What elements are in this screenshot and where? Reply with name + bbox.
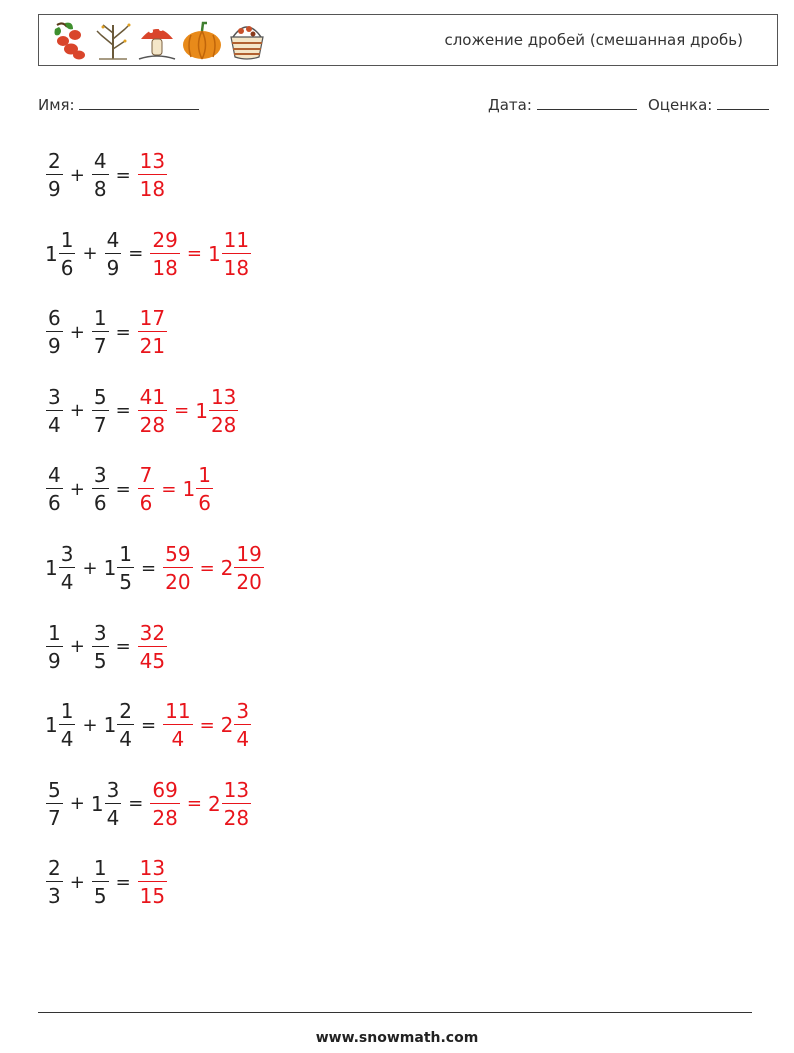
- addend-a-denominator: 6: [48, 491, 61, 516]
- answer-improper-denominator: 28: [139, 412, 166, 437]
- addend-a-fraction: [59, 544, 76, 592]
- answer-mixed-denominator: 28: [210, 412, 237, 437]
- answer-mixed-whole: 2: [220, 556, 234, 580]
- answer-improper: [162, 544, 193, 592]
- basket-icon: [227, 19, 267, 61]
- addend-a-fraction: [59, 227, 76, 280]
- addend-a-denominator: 9: [48, 334, 61, 359]
- addend-b: [90, 777, 122, 830]
- addend-b-fraction: [117, 544, 134, 592]
- plus-sign: +: [82, 557, 98, 579]
- equals-sign: =: [141, 557, 157, 579]
- addend-b-numerator: 1: [119, 542, 133, 566]
- addend-a-numerator: 3: [48, 384, 61, 409]
- answer-mixed-fraction: [234, 544, 263, 592]
- addend-b: [91, 620, 110, 673]
- equals-sign: =: [115, 164, 131, 186]
- equals-sign: =: [128, 793, 144, 815]
- answer-improper-numerator: 11: [165, 699, 191, 724]
- mushroom-icon: [137, 19, 177, 61]
- addend-b: [91, 306, 110, 359]
- addend-b-numerator: 3: [93, 463, 107, 488]
- problem-row: [45, 851, 168, 913]
- answer-improper-denominator: 21: [139, 334, 166, 359]
- addend-b-denominator: 4: [106, 805, 120, 830]
- answer-improper-denominator: 4: [171, 727, 185, 752]
- answer-improper-numerator: 59: [165, 542, 191, 566]
- answer-improper: [137, 151, 168, 199]
- answer-improper-fraction: [138, 620, 167, 673]
- addend-b-fraction: [92, 151, 109, 199]
- addend-b-numerator: 3: [93, 620, 107, 645]
- date-line[interactable]: [537, 95, 637, 110]
- addend-a-numerator: 4: [48, 463, 61, 488]
- addend-a-numerator: 5: [48, 777, 61, 802]
- addend-a-numerator: 1: [60, 699, 74, 724]
- addend-b-denominator: 5: [93, 884, 107, 909]
- score-label: Оценка:: [648, 96, 713, 114]
- plus-sign: +: [69, 400, 85, 422]
- addend-a-denominator: 4: [60, 727, 74, 752]
- problem-row: [45, 380, 239, 442]
- answer-mixed-denominator: 4: [236, 727, 250, 752]
- plus-sign: +: [82, 243, 98, 265]
- equals-sign: =: [115, 636, 131, 658]
- answer-mixed-numerator: 11: [223, 227, 250, 252]
- name-line[interactable]: [79, 95, 199, 110]
- addend-a-numerator: 1: [48, 620, 61, 645]
- answer-mixed-fraction: [196, 463, 213, 516]
- equals-sign: =: [141, 714, 157, 736]
- answer-mixed-numerator: 13: [223, 777, 250, 802]
- answer-mixed-whole: 1: [182, 477, 196, 502]
- plus-sign: +: [69, 871, 85, 893]
- answer-improper: [137, 463, 156, 516]
- footer-url: www.snowmath.com: [315, 1030, 479, 1046]
- equals-sign: =: [128, 243, 144, 265]
- answer-improper-numerator: 41: [139, 384, 166, 409]
- equals-sign: =: [115, 400, 131, 422]
- addend-a-fraction: [46, 463, 63, 516]
- addend-a-fraction: [46, 306, 63, 359]
- answer-improper-numerator: 7: [139, 463, 153, 488]
- answer-improper-denominator: 15: [139, 884, 166, 909]
- addend-a-denominator: 4: [48, 412, 61, 437]
- addend-a-denominator: 6: [60, 255, 74, 280]
- answer-improper-numerator: 29: [152, 227, 178, 252]
- answer-mixed: [207, 777, 252, 830]
- answer-mixed: [195, 384, 239, 437]
- addend-b-numerator: 1: [93, 306, 107, 331]
- addend-b-denominator: 6: [93, 491, 107, 516]
- rosehip-icon: [49, 19, 89, 61]
- plus-sign: +: [69, 478, 85, 500]
- answer-improper-fraction: [163, 699, 192, 752]
- addend-a-denominator: 4: [60, 570, 74, 594]
- addend-a-fraction: [46, 856, 63, 909]
- worksheet-title: сложение дробей (смешанная дробь): [444, 31, 743, 49]
- answer-improper-denominator: 45: [139, 648, 166, 673]
- addend-a-denominator: 7: [48, 805, 61, 830]
- answer-improper: [162, 699, 193, 752]
- equals-sign: =: [161, 478, 177, 500]
- answer-mixed-fraction: [209, 384, 238, 437]
- addend-a-fraction: [46, 620, 63, 673]
- answer-mixed: [220, 699, 252, 752]
- answer-improper-fraction: [150, 777, 179, 830]
- equals-sign: =: [115, 871, 131, 893]
- addend-b-fraction: [92, 856, 109, 909]
- addend-a: [45, 227, 76, 280]
- equals-sign: =: [199, 557, 215, 579]
- addend-a-numerator: 2: [48, 149, 61, 173]
- addend-b-denominator: 7: [93, 334, 107, 359]
- answer-mixed-numerator: 1: [198, 463, 211, 488]
- answer-mixed-fraction: [222, 227, 251, 280]
- answer-mixed-denominator: 6: [198, 491, 211, 516]
- addend-b-fraction: [105, 227, 122, 280]
- answer-improper: [137, 856, 168, 909]
- addend-b-denominator: 9: [106, 255, 120, 280]
- addend-a: [45, 544, 76, 592]
- addend-b: [103, 699, 135, 752]
- answer-improper: [149, 777, 180, 830]
- answer-improper-denominator: 18: [152, 255, 178, 280]
- answer-improper-numerator: 32: [139, 620, 166, 645]
- pumpkin-icon: [181, 19, 223, 61]
- answer-mixed: [221, 544, 265, 592]
- answer-improper-fraction: [138, 151, 167, 199]
- answer-mixed-denominator: 28: [223, 805, 250, 830]
- addend-b-fraction: [92, 306, 109, 359]
- addend-a: [45, 620, 64, 673]
- addend-b-numerator: 5: [93, 384, 107, 409]
- answer-improper-numerator: 17: [139, 306, 166, 331]
- answer-mixed-numerator: 13: [210, 384, 237, 409]
- addend-a-numerator: 2: [48, 856, 61, 881]
- equals-sign: =: [199, 714, 215, 736]
- addend-b-denominator: 5: [93, 648, 107, 673]
- problem-row: [45, 144, 168, 206]
- addend-b-numerator: 4: [93, 149, 107, 173]
- problem-row: [45, 694, 252, 756]
- worksheet-header: [38, 14, 778, 66]
- addend-a-denominator: 3: [48, 884, 61, 909]
- problem-row: [45, 301, 168, 363]
- answer-mixed-fraction: [234, 699, 251, 752]
- equals-sign: =: [186, 243, 202, 265]
- addend-a-fraction: [59, 699, 76, 752]
- answer-improper: [137, 384, 168, 437]
- answer-mixed-whole: 1: [195, 398, 208, 423]
- addend-b-whole: 1: [90, 791, 104, 816]
- answer-improper-denominator: 18: [139, 177, 166, 201]
- addend-b: [104, 227, 123, 280]
- addend-a-numerator: 6: [48, 306, 61, 331]
- answer-improper-fraction: [163, 544, 192, 592]
- addend-a-numerator: 1: [60, 227, 74, 252]
- addend-b: [104, 544, 135, 592]
- answer-improper-fraction: [138, 856, 167, 909]
- addend-b-fraction: [105, 777, 122, 830]
- addend-a-numerator: 3: [60, 542, 74, 566]
- answer-improper-numerator: 13: [139, 856, 166, 881]
- plus-sign: +: [69, 164, 85, 186]
- answer-improper-denominator: 20: [165, 570, 191, 594]
- answer-mixed-whole: 1: [207, 241, 221, 266]
- addend-a-whole: 1: [45, 556, 58, 580]
- answer-improper: [137, 306, 168, 359]
- score-line[interactable]: [717, 95, 769, 110]
- addend-b-fraction: [92, 620, 109, 673]
- name-field: [38, 95, 199, 114]
- addend-a: [45, 306, 64, 359]
- answer-improper-denominator: 28: [152, 805, 178, 830]
- addend-a: [45, 856, 64, 909]
- equals-sign: =: [115, 321, 131, 343]
- answer-improper-numerator: 69: [152, 777, 178, 802]
- date-label: Дата:: [488, 96, 532, 114]
- addend-b-whole: 1: [103, 556, 117, 580]
- addend-b: [91, 856, 110, 909]
- answer-improper-denominator: 6: [139, 491, 153, 516]
- problem-row: [45, 537, 265, 599]
- addend-b-denominator: 8: [93, 177, 107, 201]
- equals-sign: =: [115, 478, 131, 500]
- addend-a-fraction: [46, 777, 63, 830]
- answer-mixed: [207, 227, 252, 280]
- addend-a-fraction: [46, 151, 63, 199]
- answer-mixed-fraction: [222, 777, 251, 830]
- answer-mixed-whole: 2: [220, 713, 234, 738]
- addend-a-whole: 1: [45, 241, 58, 266]
- addend-b-fraction: [92, 463, 109, 516]
- date-field: [488, 95, 637, 114]
- answer-mixed: [182, 463, 213, 516]
- addend-b-numerator: 2: [119, 699, 133, 724]
- addend-a-denominator: 9: [48, 648, 61, 673]
- addend-b: [91, 384, 110, 437]
- addend-b-denominator: 4: [119, 727, 133, 752]
- addend-b-numerator: 1: [93, 856, 107, 881]
- addend-b-fraction: [117, 699, 134, 752]
- plus-sign: +: [69, 793, 85, 815]
- addend-a: [45, 777, 64, 830]
- addend-b: [91, 463, 110, 516]
- addend-b-fraction: [92, 384, 109, 437]
- answer-mixed-numerator: 19: [236, 542, 262, 566]
- answer-improper-fraction: [138, 306, 167, 359]
- bare-tree-icon: [93, 19, 133, 61]
- addend-a: [45, 384, 64, 437]
- addend-a: [45, 463, 64, 516]
- header-icons: [49, 19, 267, 61]
- addend-b-denominator: 5: [119, 570, 133, 594]
- problem-row: [45, 458, 214, 520]
- plus-sign: +: [82, 714, 98, 736]
- answer-improper-numerator: 13: [139, 149, 166, 173]
- problem-row: [45, 773, 252, 835]
- plus-sign: +: [69, 321, 85, 343]
- plus-sign: +: [69, 636, 85, 658]
- addend-a-denominator: 9: [48, 177, 61, 201]
- answer-improper-fraction: [150, 227, 179, 280]
- problem-row: [45, 223, 252, 285]
- answer-improper: [137, 620, 168, 673]
- addend-a: [45, 151, 64, 199]
- answer-mixed-numerator: 3: [236, 699, 250, 724]
- answer-mixed-denominator: 20: [236, 570, 262, 594]
- answer-improper-fraction: [138, 463, 155, 516]
- addend-b-denominator: 7: [93, 412, 107, 437]
- answer-improper-fraction: [138, 384, 167, 437]
- answer-improper: [149, 227, 180, 280]
- addend-a-fraction: [46, 384, 63, 437]
- addend-b: [91, 151, 110, 199]
- problem-row: [45, 616, 168, 678]
- addend-b-numerator: 4: [106, 227, 120, 252]
- score-field: [648, 95, 769, 114]
- equals-sign: =: [186, 793, 202, 815]
- name-label: Имя:: [38, 96, 75, 114]
- footer-divider: [38, 1012, 752, 1013]
- equals-sign: =: [174, 400, 190, 422]
- addend-b-numerator: 3: [106, 777, 120, 802]
- answer-mixed-denominator: 18: [223, 255, 250, 280]
- addend-a: [45, 699, 76, 752]
- addend-a-whole: 1: [45, 713, 58, 738]
- addend-b-whole: 1: [103, 713, 117, 738]
- answer-mixed-whole: 2: [207, 791, 221, 816]
